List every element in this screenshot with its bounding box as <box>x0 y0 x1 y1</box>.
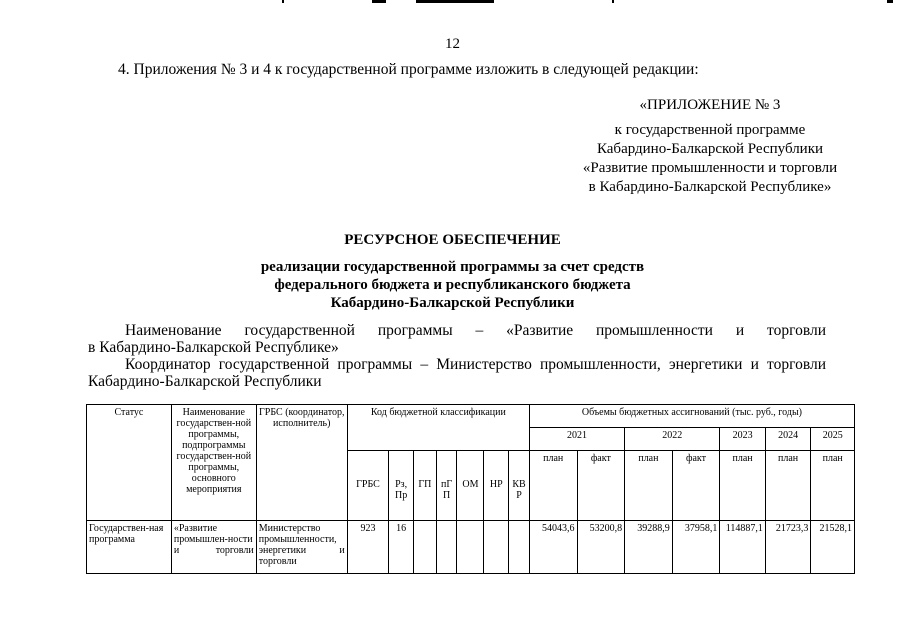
coordinator-paragraph: Координатор государственной программы – Министерство промышленности, энергетики и торговли Кабардино-Балкарской Республики <box>88 356 826 390</box>
plan-fact-header: план <box>720 451 766 521</box>
plan-fact-header: план <box>765 451 811 521</box>
plan-fact-header: план <box>811 451 855 521</box>
code-col-header: Рз, Пр <box>389 451 414 521</box>
year-header: 2025 <box>811 428 855 451</box>
plan-fact-header: факт <box>577 451 625 521</box>
plan-fact-header: факт <box>672 451 720 521</box>
intro-paragraph: 4. Приложения № 3 и 4 к государственной программе изложить в следующей редакции: <box>118 61 699 78</box>
header-name: Наименование государствен-ной программы, подпрограммы государствен-ной программы, основного мероприятия <box>171 405 256 521</box>
row-nr-code <box>484 521 509 574</box>
header-volumes: Объемы бюджетных ассигнований (тыс. руб., годы) <box>529 405 854 428</box>
value-2024-plan: 21723,3 <box>765 521 811 574</box>
year-header: 2021 <box>529 428 624 451</box>
scan-artifact <box>887 0 893 3</box>
row-status: Государствен-ная программа <box>87 521 172 574</box>
scan-artifact <box>416 0 494 3</box>
document-title: РЕСУРСНОЕ ОБЕСПЕЧЕНИЕ <box>344 232 561 248</box>
program-name-paragraph: Наименование государственной программы – «Развитие промышленности и торговли в Кабардино-Балкарской Республике» <box>88 322 826 356</box>
plan-fact-header: план <box>529 451 577 521</box>
scan-artifact <box>282 0 284 3</box>
scan-artifact <box>372 0 386 3</box>
row-executor: Министерство промышленности, энергетики и торговли <box>256 521 347 574</box>
value-2023-plan: 114887,1 <box>720 521 766 574</box>
value-2021-fact: 53200,8 <box>577 521 625 574</box>
resource-table <box>86 404 855 574</box>
header-grbs: ГРБС (координатор, исполнитель) <box>256 405 347 521</box>
code-col-header: НР <box>484 451 509 521</box>
header-budget-code: Код бюджетной классификации <box>347 405 529 451</box>
appendix-line: в Кабардино-Балкарской Республике» <box>588 179 832 195</box>
appendix-heading: «ПРИЛОЖЕНИЕ № 3 <box>639 97 781 113</box>
value-2022-fact: 37958,1 <box>672 521 720 574</box>
row-name: «Развитие промышлен-ности и торговли <box>171 521 256 574</box>
code-col-header: КВ Р <box>509 451 530 521</box>
value-2025-plan: 21528,1 <box>811 521 855 574</box>
row-gp-code <box>414 521 437 574</box>
page-number: 12 <box>445 36 460 52</box>
appendix-line: Кабардино-Балкарской Республики <box>596 141 824 157</box>
year-header: 2022 <box>625 428 720 451</box>
year-header: 2023 <box>720 428 766 451</box>
code-col-header: пГ П <box>436 451 457 521</box>
code-col-header: ОМ <box>457 451 484 521</box>
value-2021-plan: 54043,6 <box>529 521 577 574</box>
year-header: 2024 <box>765 428 811 451</box>
row-grbs-code: 923 <box>347 521 388 574</box>
scan-artifact <box>612 0 614 3</box>
appendix-line: к государственной программе <box>614 122 806 138</box>
table-row <box>87 521 855 574</box>
appendix-block <box>560 96 860 197</box>
row-kvr-code <box>509 521 530 574</box>
code-col-header: ГРБС <box>347 451 388 521</box>
code-col-header: ГП <box>414 451 437 521</box>
appendix-line: «Развитие промышленности и торговли <box>582 160 838 176</box>
value-2022-plan: 39288,9 <box>625 521 673 574</box>
plan-fact-header: план <box>625 451 673 521</box>
row-om-code <box>457 521 484 574</box>
row-pgp-code <box>436 521 457 574</box>
row-rzpr-code: 16 <box>389 521 414 574</box>
header-status: Статус <box>87 405 172 521</box>
document-subtitle: реализации государственной программы за счет средств федерального бюджета и республиканского бюджета Кабардино-Балкарской Республики <box>260 259 645 311</box>
